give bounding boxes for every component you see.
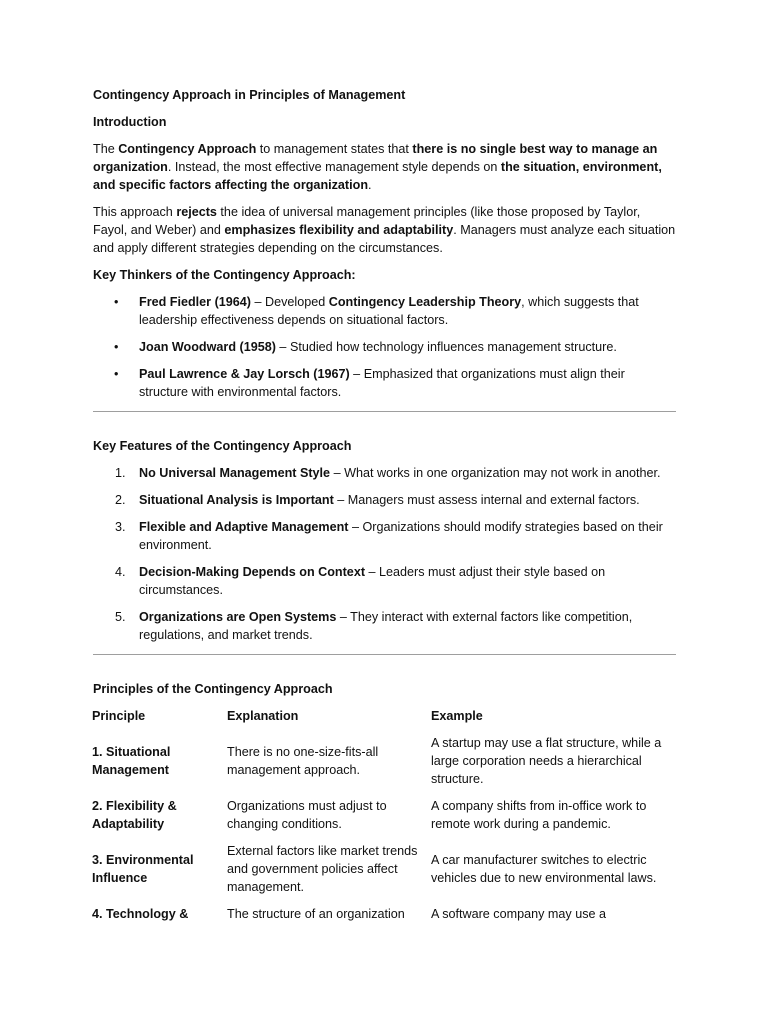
principle-cell: 3. Environmental Influence	[92, 853, 194, 885]
example-cell: A company shifts from in-office work to remote work during a pandemic.	[431, 799, 647, 831]
list-number: 5.	[115, 610, 126, 624]
thinker-text	[139, 340, 617, 354]
bold-text-run: the situation, environment, and specific factors affecting the organization	[93, 160, 662, 192]
feature-title: Organizations are Open Systems	[139, 610, 337, 624]
bold-text-run: Contingency Approach	[118, 142, 257, 156]
explanation-cell: The structure of an organization	[227, 907, 405, 921]
text-run: The	[93, 142, 119, 156]
column-header: Example	[431, 709, 483, 723]
principle-cell: 1. Situational Management	[92, 745, 171, 777]
example-cell: A startup may use a flat structure, while a large corporation needs a hierarchical structure.	[431, 736, 662, 786]
explanation-cell: Organizations must adjust to changing conditions.	[227, 799, 387, 831]
list-item	[93, 464, 676, 482]
thinker-text	[139, 367, 625, 399]
feature-title: Flexible and Adaptive Management	[139, 520, 349, 534]
intro-heading: Introduction	[93, 115, 167, 129]
principles-table	[92, 707, 675, 923]
features-list	[93, 464, 676, 644]
bold-text-run: Paul Lawrence & Jay Lorsch (1967)	[139, 367, 350, 381]
list-item	[93, 608, 676, 644]
list-item	[93, 563, 676, 599]
feature-title: Decision-Making Depends on Context	[139, 565, 366, 579]
principles-heading: Principles of the Contingency Approach	[93, 682, 333, 696]
list-item	[93, 491, 676, 509]
thinkers-list	[93, 293, 676, 401]
document-page	[93, 86, 676, 923]
text-run: – Developed	[251, 295, 329, 309]
feature-title: Situational Analysis is Important	[139, 493, 334, 507]
thinker-text	[139, 295, 639, 327]
example-cell: A software company may use a	[431, 907, 606, 921]
list-item	[93, 518, 676, 554]
text-run: . Instead, the most effective management style depends on	[167, 160, 501, 174]
list-number: 3.	[115, 520, 126, 534]
text-run: . Managers must analyze each situation and apply different strategies depending on the circumstances.	[93, 223, 676, 255]
text-run: This approach	[93, 205, 177, 219]
table-row	[92, 842, 675, 896]
bold-text-run: there is no single best way to manage an organization	[93, 142, 658, 174]
explanation-cell: External factors like market trends and government policies affect management.	[227, 844, 418, 894]
list-number: 2.	[115, 493, 126, 507]
table-row	[92, 797, 675, 833]
document-title: Contingency Approach in Principles of Management	[93, 88, 406, 102]
feature-text: – What works in one organization may not work in another.	[330, 466, 661, 480]
explanation-cell: There is no one-size-fits-all management approach.	[227, 745, 379, 777]
feature-text: – Organizations should modify strategies based on their environment.	[139, 520, 663, 552]
bullet-icon: •	[114, 340, 119, 354]
intro-paragraph-1	[93, 140, 676, 194]
thinkers-heading: Key Thinkers of the Contingency Approach:	[93, 268, 356, 282]
text-run: to management states that	[256, 142, 413, 156]
principle-cell: 4. Technology &	[92, 907, 189, 921]
example-cell: A car manufacturer switches to electric vehicles due to new environmental laws.	[431, 853, 657, 885]
bullet-icon: •	[114, 295, 119, 309]
feature-text: – They interact with external factors like competition, regulations, and market trends.	[139, 610, 633, 642]
list-number: 1.	[115, 466, 126, 480]
list-item	[93, 293, 676, 329]
text-run: – Studied how technology influences management structure.	[275, 340, 617, 354]
list-item	[93, 338, 676, 356]
feature-title: No Universal Management Style	[139, 466, 331, 480]
text-run: , which suggests that leadership effectiveness depends on situational factors.	[139, 295, 639, 327]
bold-text-run: rejects	[176, 205, 217, 219]
intro-paragraph-2	[93, 203, 676, 257]
text-run: – Emphasized that organizations must align their structure with environmental factors.	[139, 367, 625, 399]
table-row	[92, 734, 675, 788]
text-run: .	[368, 178, 372, 192]
bold-text-run: Fred Fiedler (1964)	[139, 295, 251, 309]
feature-text: – Leaders must adjust their style based on circumstances.	[139, 565, 606, 597]
table-row	[92, 905, 675, 923]
bold-text-run: emphasizes flexibility and adaptability	[224, 223, 454, 237]
bold-text-run: Joan Woodward (1958)	[139, 340, 276, 354]
bold-text-run: Contingency Leadership Theory	[328, 295, 522, 309]
text-run: the idea of universal management principles (like those proposed by Taylor, Fayol, and Weber) and	[93, 205, 641, 237]
bullet-icon: •	[114, 367, 119, 381]
features-heading: Key Features of the Contingency Approach	[93, 439, 352, 453]
column-header: Explanation	[227, 709, 299, 723]
table-header-row	[92, 707, 675, 734]
list-item	[93, 365, 676, 401]
list-number: 4.	[115, 565, 126, 579]
feature-text: – Managers must assess internal and external factors.	[333, 493, 640, 507]
column-header: Principle	[92, 709, 146, 723]
principle-cell: 2. Flexibility & Adaptability	[92, 799, 177, 831]
